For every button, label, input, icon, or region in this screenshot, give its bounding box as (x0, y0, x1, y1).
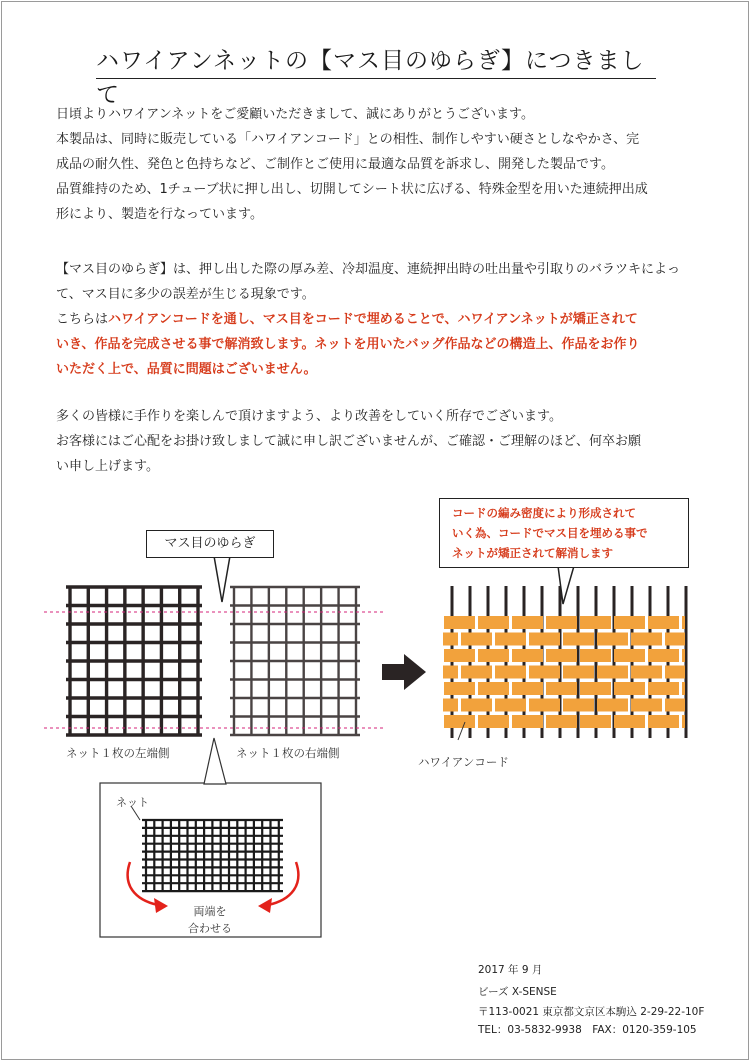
cord-block (614, 682, 645, 695)
cord-block (563, 666, 594, 679)
cord-block (529, 699, 560, 712)
cord-block (444, 649, 475, 662)
cord-block (444, 682, 475, 695)
text-line: い申し上げます。 (56, 459, 159, 474)
cord-block (597, 666, 628, 679)
cord-block (444, 715, 475, 728)
cord-block (478, 715, 509, 728)
cord-block (444, 616, 475, 629)
cord-block (648, 682, 679, 695)
cord-block (648, 715, 679, 728)
highlight-text: いき、作品を完成させる事で解消致します。ネットを用いたバッグ作品などの構造上、作品をお作り (56, 337, 640, 352)
cord-block (443, 633, 458, 646)
highlight-text: いただく上で、品質に問題はございません。 (56, 362, 317, 377)
net-left-edge (66, 587, 202, 735)
cord-block (529, 666, 560, 679)
cord-block (563, 633, 594, 646)
text-line: 【マス目のゆらぎ】は、押し出した際の厚み差、冷却温度、連続押出時の吐出量や引取りのバラツキによっ (56, 262, 681, 277)
cord-block (682, 649, 685, 662)
cord-block (495, 633, 526, 646)
cord-block (665, 666, 685, 679)
text-line: 形により、製造を行なっています。 (56, 207, 263, 222)
cord-block (546, 682, 577, 695)
cord-block (529, 633, 560, 646)
cord-block (461, 633, 492, 646)
cord-block (665, 633, 685, 646)
callout-cord-fix-line: いく為、コードでマス目を埋める事で (452, 526, 648, 540)
cord-block (597, 633, 628, 646)
text-line: 日頃よりハワイアンネットをご愛顧いただきまして、誠にありがとうございます。 (56, 107, 535, 122)
label-left-net: ネット１枚の左端側 (66, 746, 170, 760)
cord-block (461, 666, 492, 679)
corded-net (443, 586, 686, 738)
cord-block (682, 682, 685, 695)
cord-block (478, 649, 509, 662)
footer-company: ビーズ X-SENSE (478, 986, 557, 998)
cord-block (512, 715, 543, 728)
callout-mesh-distortion-text: マス目のゆらぎ (164, 536, 256, 551)
text-lead: こちらは (56, 312, 109, 327)
cord-block (512, 616, 543, 629)
arrow-right-icon (382, 654, 426, 690)
cord-block (682, 616, 685, 629)
cord-block (546, 715, 577, 728)
cord-block (478, 616, 509, 629)
distortion-guide-lines (44, 612, 384, 728)
cord-block (597, 699, 628, 712)
footer-address: 〒113-0021 東京都文京区本駒込 2-29-22-10F (478, 1006, 705, 1018)
text-line: お客様にはご心配をお掛け致しまして誠に申し訳ございませんが、ご確認・ご理解のほど、何卒お願 (56, 434, 642, 449)
inset-callout-tail (204, 738, 226, 784)
cord-block (478, 682, 509, 695)
cord-block (580, 616, 611, 629)
cord-block (443, 699, 458, 712)
inset-caption (188, 903, 232, 937)
text-line: 品質維持のため、1チューブ状に押し出し、切開してシート状に広げる、特殊金型を用いた連続押出成 (56, 182, 648, 197)
footer-contact: TEL：03-5832-9938 FAX：0120-359-105 (478, 1024, 697, 1036)
cord-block (580, 715, 611, 728)
callout-cord-fix-line: コードの編み密度により形成されて (452, 506, 636, 520)
label-hawaiian-cord: ハワイアンコード (418, 755, 509, 769)
inset-caption-line: 合わせる (188, 922, 232, 935)
text-line: 本製品は、同時に販売している「ハワイアンコード」との相性、制作しやすい硬さとしなやかさ、完 (56, 132, 640, 147)
cord-block (580, 682, 611, 695)
callout-cord-fix-line: ネットが矯正されて解消します (452, 546, 613, 560)
text-line: 成品の耐久性、発色と色持ちなど、ご制作とご使用に最適な品質を訴求し、開発した製品です。 (56, 157, 614, 172)
highlight-text: ハワイアンコードを通し、マス目をコードで埋めることで、ハワイアンネットが矯正されて (108, 312, 638, 327)
cord-block (580, 649, 611, 662)
cord-block (563, 699, 594, 712)
inset-label-net: ネット (116, 796, 149, 809)
cord-block (443, 666, 458, 679)
cord-block (648, 616, 679, 629)
cord-block (512, 682, 543, 695)
cord-block (461, 699, 492, 712)
cord-block (614, 649, 645, 662)
cord-block (631, 633, 662, 646)
inset-caption-line: 両端を (193, 905, 227, 918)
inset-net (142, 820, 283, 891)
cord-block (546, 616, 577, 629)
cord-block (495, 666, 526, 679)
cord-block (614, 616, 645, 629)
net-right-edge (230, 587, 360, 735)
cord-block (682, 715, 685, 728)
cord-block (648, 649, 679, 662)
footer-date: 2017 年 9 月 (478, 964, 543, 976)
callout-cord-fix (439, 498, 689, 568)
page-title: ハワイアンネットの【マス目のゆらぎ】につきまして (96, 44, 656, 79)
callout-mesh-distortion (146, 530, 274, 558)
cord-block (631, 699, 662, 712)
text-line: 多くの皆様に手作りを楽しんで頂けますよう、より改善をしていく所存でございます。 (56, 409, 562, 424)
callout-left-tail (214, 556, 230, 602)
cord-block (546, 649, 577, 662)
cord-block (512, 649, 543, 662)
cord-block (614, 715, 645, 728)
label-right-net: ネット１枚の右端側 (236, 746, 340, 760)
text-line: て、マス目に多少の誤差が生じる現象です。 (56, 287, 315, 302)
cord-block (665, 699, 685, 712)
cord-block (631, 666, 662, 679)
cord-block (495, 699, 526, 712)
